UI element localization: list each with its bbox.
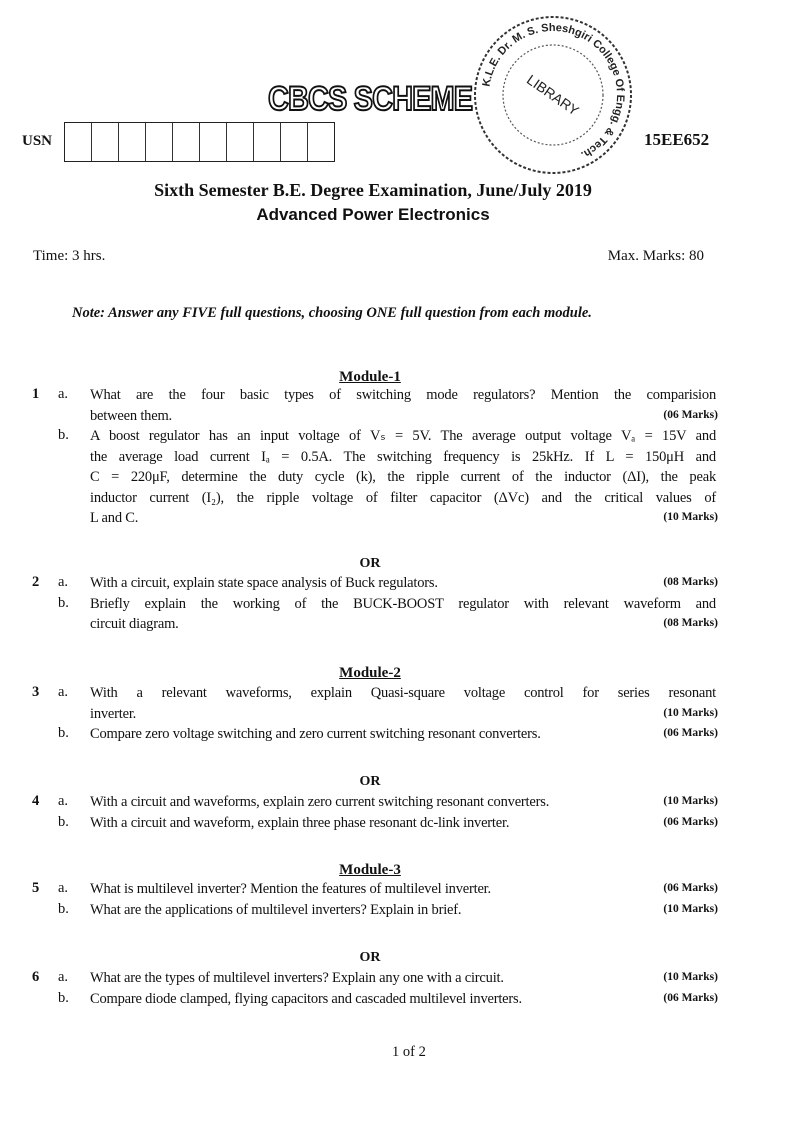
page-number: 1 of 2 <box>392 1044 426 1060</box>
or-separator: OR <box>359 556 381 571</box>
usn-box[interactable] <box>200 123 227 161</box>
marks-label: (06 Marks) <box>663 408 718 421</box>
module-heading: Module-2 <box>339 665 401 681</box>
part-label: a. <box>58 684 69 700</box>
question-number: 4 <box>32 793 40 809</box>
part-label: a. <box>58 969 69 985</box>
usn-box[interactable] <box>65 123 92 161</box>
question-text-line: A boost regulator has an input voltage of Vₛ = 5V. The average output voltage Vₐ = 15V and <box>90 428 716 444</box>
question-text-line: inverter. <box>90 705 137 722</box>
stamp-center-text: LIBRARY <box>523 71 583 119</box>
question-number: 1 <box>32 386 40 402</box>
marks-label: (10 Marks) <box>663 971 718 983</box>
question-text-line: What is multilevel inverter? Mention the features of multilevel inverter. <box>90 881 491 897</box>
stamp-ring-text: K.L.E. Dr. M. S. Sheshgiri College Of Engg. & Tech. <box>480 21 627 161</box>
subject-title: Advanced Power Electronics <box>256 205 490 224</box>
part-label: b. <box>58 427 69 443</box>
subject-code: 15EE652 <box>644 130 710 149</box>
module-heading: Module-3 <box>339 862 401 878</box>
usn-box[interactable] <box>254 123 281 161</box>
usn-box[interactable] <box>119 123 146 161</box>
question-number: 6 <box>32 969 40 985</box>
part-label: b. <box>58 725 69 741</box>
cbcs-scheme-logo: CBCS SCHEME <box>268 80 473 118</box>
question-text-line: With a relevant waveforms, explain Quasi-square voltage control for series resonant <box>90 685 716 701</box>
question-text-line: C = 220μF, determine the duty cycle (k), the ripple current of the inductor (ΔI), the peak <box>90 469 716 485</box>
part-label: a. <box>58 880 69 896</box>
question-text-line: inductor current (I₂), the ripple voltage of filter capacitor (ΔVc) and the critical values of <box>90 489 716 506</box>
question-number: 3 <box>32 684 40 700</box>
question-number: 2 <box>32 574 40 590</box>
question-text-line: What are the applications of multilevel inverters? Explain in brief. <box>90 901 462 918</box>
usn-box[interactable] <box>308 123 334 161</box>
marks-label: (06 Marks) <box>663 882 718 894</box>
part-label: a. <box>58 574 69 590</box>
library-stamp <box>470 12 636 178</box>
usn-box[interactable] <box>227 123 254 161</box>
part-label: a. <box>58 386 69 402</box>
part-label: b. <box>58 594 69 611</box>
part-label: b. <box>58 989 69 1006</box>
marks-label: (06 Marks) <box>663 727 718 739</box>
question-text-line: What are the types of multilevel inverters? Explain any one with a circuit. <box>90 970 504 986</box>
part-label: a. <box>58 793 69 809</box>
usn-box[interactable] <box>281 123 308 161</box>
marks-label: (08 Marks) <box>663 617 718 629</box>
question-text-line: Compare diode clamped, flying capacitors and cascaded multilevel inverters. <box>90 990 522 1007</box>
question-text-line: Compare zero voltage switching and zero current switching resonant converters. <box>90 726 541 742</box>
part-label: b. <box>58 900 69 917</box>
time-label: Time: 3 hrs. <box>33 248 106 264</box>
module-heading: Module-1 <box>339 369 401 385</box>
usn-input-boxes[interactable] <box>64 122 335 162</box>
usn-box[interactable] <box>92 123 119 161</box>
question-text-line: L and C. <box>90 510 139 526</box>
question-text-line: What are the four basic types of switching mode regulators? Mention the comparision <box>90 387 716 403</box>
usn-label: USN <box>22 133 53 149</box>
usn-box[interactable] <box>146 123 173 161</box>
marks-label: (10 Marks) <box>663 511 718 523</box>
instructions-note: Note: Answer any FIVE full questions, choosing ONE full question from each module. <box>72 305 592 321</box>
or-separator: OR <box>359 774 381 789</box>
or-separator: OR <box>359 950 381 965</box>
question-text-line: between them. <box>90 407 172 424</box>
marks-label: (10 Marks) <box>663 795 718 807</box>
marks-label: (06 Marks) <box>663 815 718 828</box>
question-text-line: circuit diagram. <box>90 616 179 632</box>
question-text-line: Briefly explain the working of the BUCK-BOOST regulator with relevant waveform and <box>90 595 716 612</box>
marks-label: (08 Marks) <box>663 576 718 588</box>
marks-label: (10 Marks) <box>663 902 718 915</box>
question-text-line: With a circuit and waveforms, explain zero current switching resonant converters. <box>90 794 550 810</box>
question-number: 5 <box>32 880 40 896</box>
question-text-line: With a circuit and waveform, explain three phase resonant dc-link inverter. <box>90 814 510 831</box>
marks-label: (10 Marks) <box>663 706 718 719</box>
max-marks-label: Max. Marks: 80 <box>607 248 704 264</box>
marks-label: (06 Marks) <box>663 991 718 1004</box>
part-label: b. <box>58 813 69 830</box>
exam-title: Sixth Semester B.E. Degree Examination, June/July 2019 <box>154 180 592 200</box>
question-text-line: With a circuit, explain state space analysis of Buck regulators. <box>90 575 438 591</box>
question-text-line: the average load current Iₐ = 0.5A. The switching frequency is 25kHz. If L = 150μH and <box>90 448 716 465</box>
usn-box[interactable] <box>173 123 200 161</box>
